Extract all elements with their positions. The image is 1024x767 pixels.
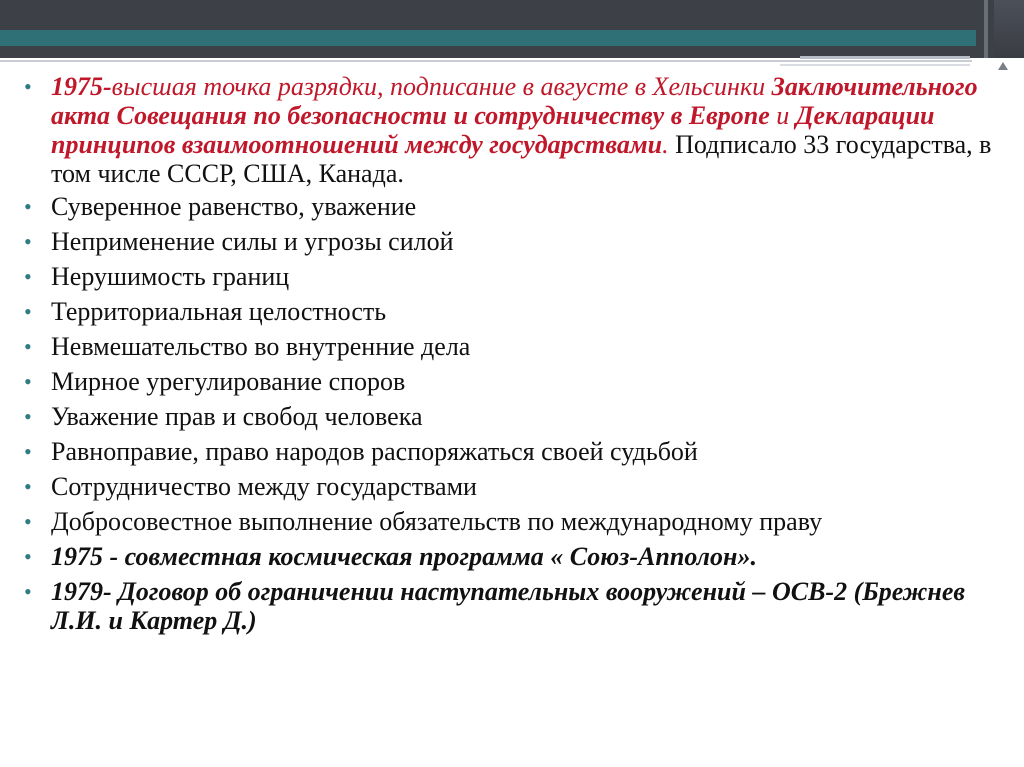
year-1975: 1975- <box>51 72 112 101</box>
principle-text: Уважение прав и свобод человека <box>51 402 423 431</box>
list-item-principle <box>20 507 1010 536</box>
list-item-principle <box>20 402 1010 431</box>
principle-text: Суверенное равенство, уважение <box>51 192 417 221</box>
principle-text: Невмешательство во внутренние дела <box>51 332 471 361</box>
round-bullet-icon: • <box>24 229 32 254</box>
list-item-principle <box>20 367 1010 396</box>
round-bullet-icon: • <box>24 264 32 289</box>
conjunction: и <box>769 101 796 130</box>
list-item-principle <box>20 192 1010 221</box>
principle-text: Сотрудничество между государствами <box>51 472 477 501</box>
list-item-event-soyuz-apollo <box>20 542 1010 571</box>
header-corner-block <box>994 0 1024 58</box>
round-bullet-icon: • <box>24 439 32 464</box>
act-title: Заключительного акта Совещания по безопасности и сотрудничеству в Европе <box>51 72 978 130</box>
list-item-helsinki <box>20 72 1010 188</box>
header-accent-line <box>800 56 970 59</box>
list-item-principle <box>20 297 1010 326</box>
principle-text: Добросовестное выполнение обязательств по международному праву <box>51 507 823 536</box>
lead-text: высшая точка разрядки, подписание в августе в Хельсинки <box>111 72 772 101</box>
list-item-principle <box>20 437 1010 466</box>
list-item-principle <box>20 472 1010 501</box>
slide-content <box>20 72 1010 641</box>
principle-text: Мирное урегулирование споров <box>51 367 406 396</box>
header-underline <box>0 60 972 62</box>
list-item-principle <box>20 332 1010 361</box>
list-item-principle <box>20 227 1010 256</box>
header-divider <box>984 0 988 58</box>
signed-text: Подписало 33 государства, в том числе СССР, США, Канада. <box>51 130 992 188</box>
principle-text: Территориальная целостность <box>51 297 387 326</box>
round-bullet-icon: • <box>24 544 32 569</box>
corner-triangle-icon <box>998 62 1008 70</box>
bullet-list <box>20 72 1010 635</box>
round-bullet-icon: • <box>24 579 32 604</box>
title-dot: . <box>662 130 669 159</box>
round-bullet-icon: • <box>24 74 32 99</box>
list-item-event-salt2 <box>20 577 1010 635</box>
round-bullet-icon: • <box>24 194 32 219</box>
round-bullet-icon: • <box>24 404 32 429</box>
event-text: 1975 - совместная космическая программа « Союз-Апполон». <box>51 542 757 571</box>
slide-header-band <box>0 0 1024 58</box>
event-text: 1979- Договор об ограничении наступательных вооружений – ОСВ-2 (Брежнев Л.И. и Картер Д.) <box>51 577 965 635</box>
principle-text: Неприменение силы и угрозы силой <box>51 227 454 256</box>
principle-text: Нерушимость границ <box>51 262 290 291</box>
principle-text: Равноправие, право народов распоряжаться своей судьбой <box>51 437 698 466</box>
header-accent-line-2 <box>780 64 970 66</box>
round-bullet-icon: • <box>24 509 32 534</box>
round-bullet-icon: • <box>24 474 32 499</box>
header-teal-stripe <box>0 30 976 46</box>
list-item-principle <box>20 262 1010 291</box>
round-bullet-icon: • <box>24 299 32 324</box>
round-bullet-icon: • <box>24 369 32 394</box>
round-bullet-icon: • <box>24 334 32 359</box>
declaration-title: Декларации принципов взаимоотношений между государствами <box>51 101 935 159</box>
